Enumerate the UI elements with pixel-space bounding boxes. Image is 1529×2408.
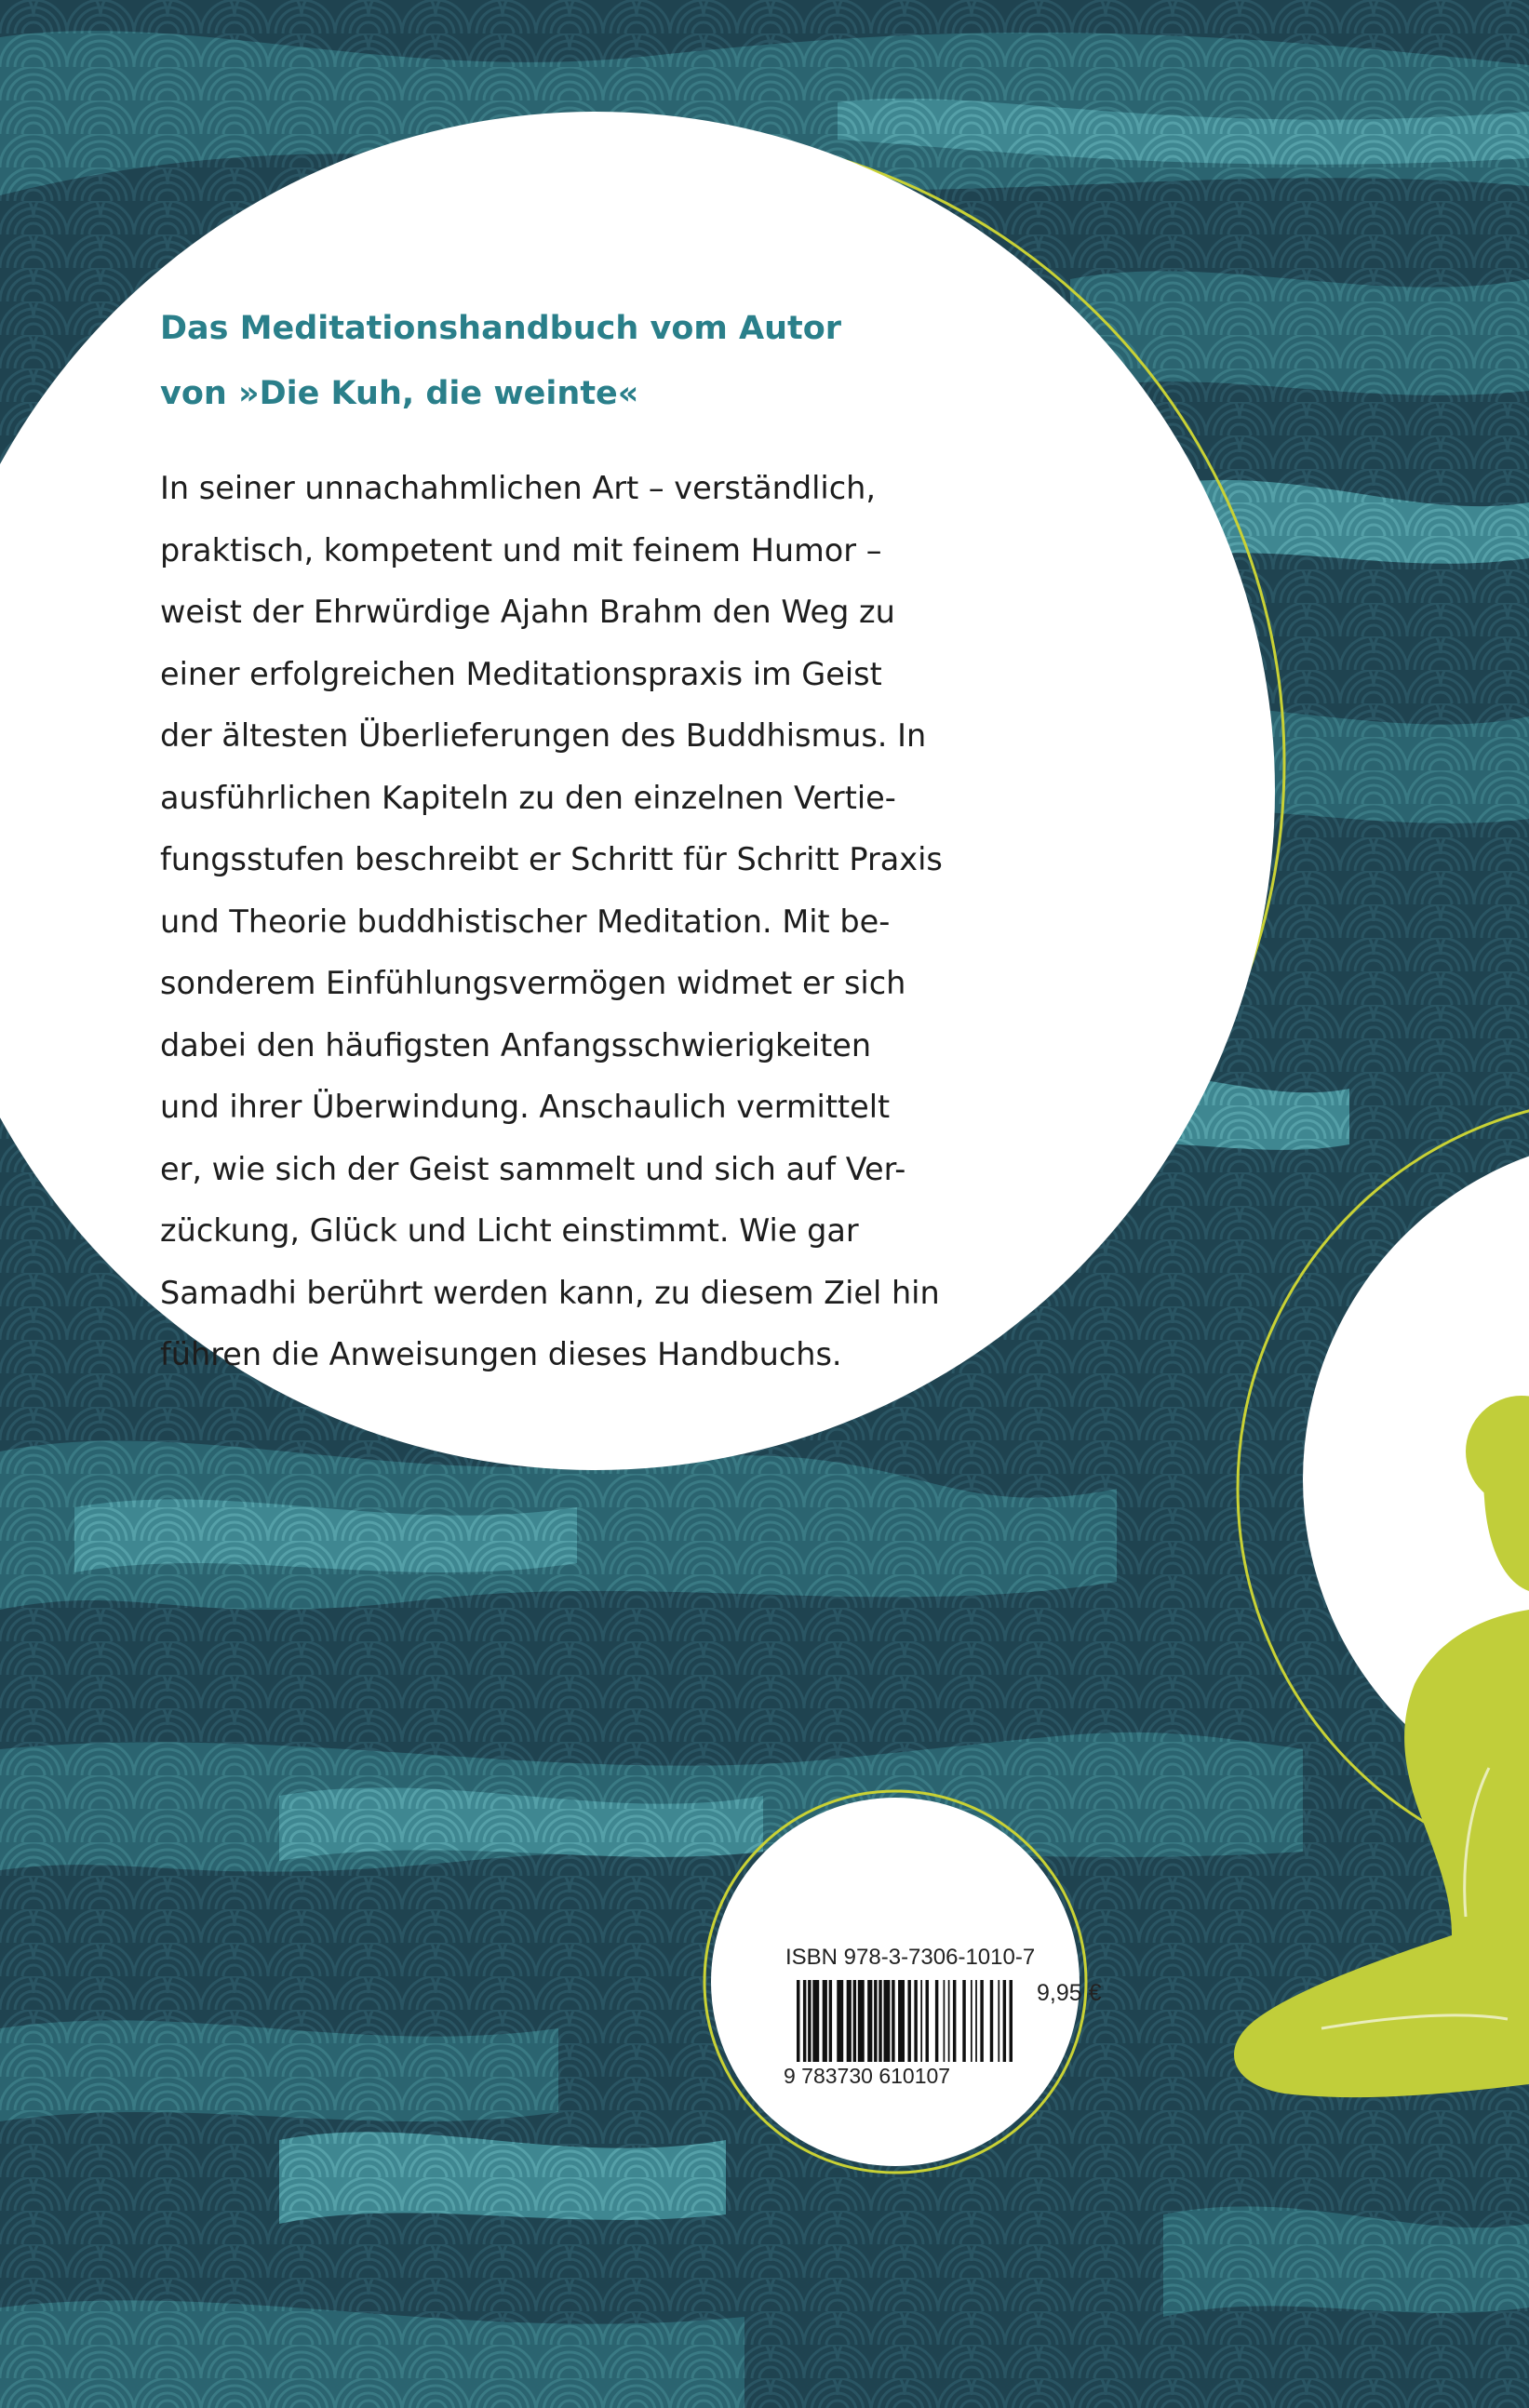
barcode-bar bbox=[948, 1980, 950, 2062]
barcode-bar bbox=[975, 1980, 977, 2062]
blurb-line: In seiner unnachahmlichen Art – verständlich, bbox=[160, 470, 877, 506]
barcode-bar bbox=[803, 1980, 806, 2062]
barcode-bar bbox=[837, 1980, 843, 2062]
blurb-line: einer erfolgreichen Meditationspraxis im Geist bbox=[160, 655, 882, 692]
barcode-bar bbox=[953, 1980, 956, 2062]
blurb-line: weist der Ehrwürdige Ajahn Brahm den Weg zu bbox=[160, 594, 895, 630]
barcode-bar bbox=[823, 1980, 827, 2062]
blurb-line: und ihrer Überwindung. Anschaulich vermittelt bbox=[160, 1089, 891, 1125]
barcode-bar bbox=[808, 1980, 811, 2062]
tagline-line-1: Das Meditationshandbuch vom Autor bbox=[160, 310, 842, 347]
tagline-line-2: von »Die Kuh, die weinte« bbox=[160, 375, 639, 412]
barcode-bar bbox=[1010, 1980, 1013, 2062]
barcode-icon bbox=[797, 1980, 1013, 2062]
blurb-line: er, wie sich der Geist sammelt und sich auf Ver- bbox=[160, 1150, 906, 1187]
barcode-bar bbox=[879, 1980, 881, 2062]
blurb-line: ausführlichen Kapiteln zu den einzelnen Vertie- bbox=[160, 779, 896, 816]
barcode-bar bbox=[980, 1980, 983, 2062]
barcode-bar bbox=[914, 1980, 917, 2062]
blurb-line: führen die Anweisungen dieses Handbuchs. bbox=[160, 1336, 842, 1372]
price-label: 9,95 € bbox=[1037, 1980, 1102, 2006]
barcode-bar bbox=[1003, 1980, 1006, 2062]
barcode-bar bbox=[998, 1980, 999, 2062]
isbn-label: ISBN 978-3-7306-1010-7 bbox=[785, 1945, 1036, 1970]
blurb-line: der ältesten Überlieferungen des Buddhismus. In bbox=[160, 717, 927, 754]
blurb-line: praktisch, kompetent und mit feinem Humor – bbox=[160, 531, 882, 569]
text-block bbox=[160, 296, 1026, 1386]
barcode-bar bbox=[920, 1980, 922, 2062]
blurb-line: zückung, Glück und Licht einstimmt. Wie gar bbox=[160, 1212, 859, 1249]
barcode-bar bbox=[874, 1980, 877, 2062]
barcode-bar bbox=[962, 1980, 965, 2062]
blurb bbox=[160, 458, 1026, 1386]
barcode-bar bbox=[853, 1980, 856, 2062]
barcode-bar bbox=[935, 1980, 938, 2062]
barcode-bar bbox=[812, 1980, 819, 2062]
barcode-bar bbox=[867, 1980, 872, 2062]
barcode-bar bbox=[797, 1980, 799, 2062]
barcode-bar bbox=[990, 1980, 993, 2062]
barcode-bar bbox=[926, 1980, 929, 2062]
barcode-bar bbox=[907, 1980, 910, 2062]
barcode-bar bbox=[847, 1980, 852, 2062]
barcode-bar bbox=[898, 1980, 905, 2062]
tagline bbox=[160, 296, 1026, 426]
barcode-bar bbox=[944, 1980, 946, 2062]
barcode-bar bbox=[892, 1980, 894, 2062]
blurb-line: sonderem Einfühlungsvermögen widmet er sich bbox=[160, 965, 906, 1001]
barcode-bar bbox=[883, 1980, 890, 2062]
blurb-line: dabei den häufigsten Anfangsschwierigkeiten bbox=[160, 1026, 872, 1064]
blurb-line: Samadhi berührt werden kann, zu diesem Ziel hin bbox=[160, 1274, 940, 1311]
barcode-digits: 9 783730 610107 bbox=[784, 2064, 951, 2088]
blurb-line: fungsstufen beschreibt er Schritt für Schritt Praxis bbox=[160, 841, 943, 877]
blurb-line: und Theorie buddhistischer Meditation. Mit be- bbox=[160, 903, 891, 940]
barcode-bar bbox=[971, 1980, 972, 2062]
barcode-bar bbox=[858, 1980, 865, 2062]
barcode-bar bbox=[829, 1980, 832, 2062]
